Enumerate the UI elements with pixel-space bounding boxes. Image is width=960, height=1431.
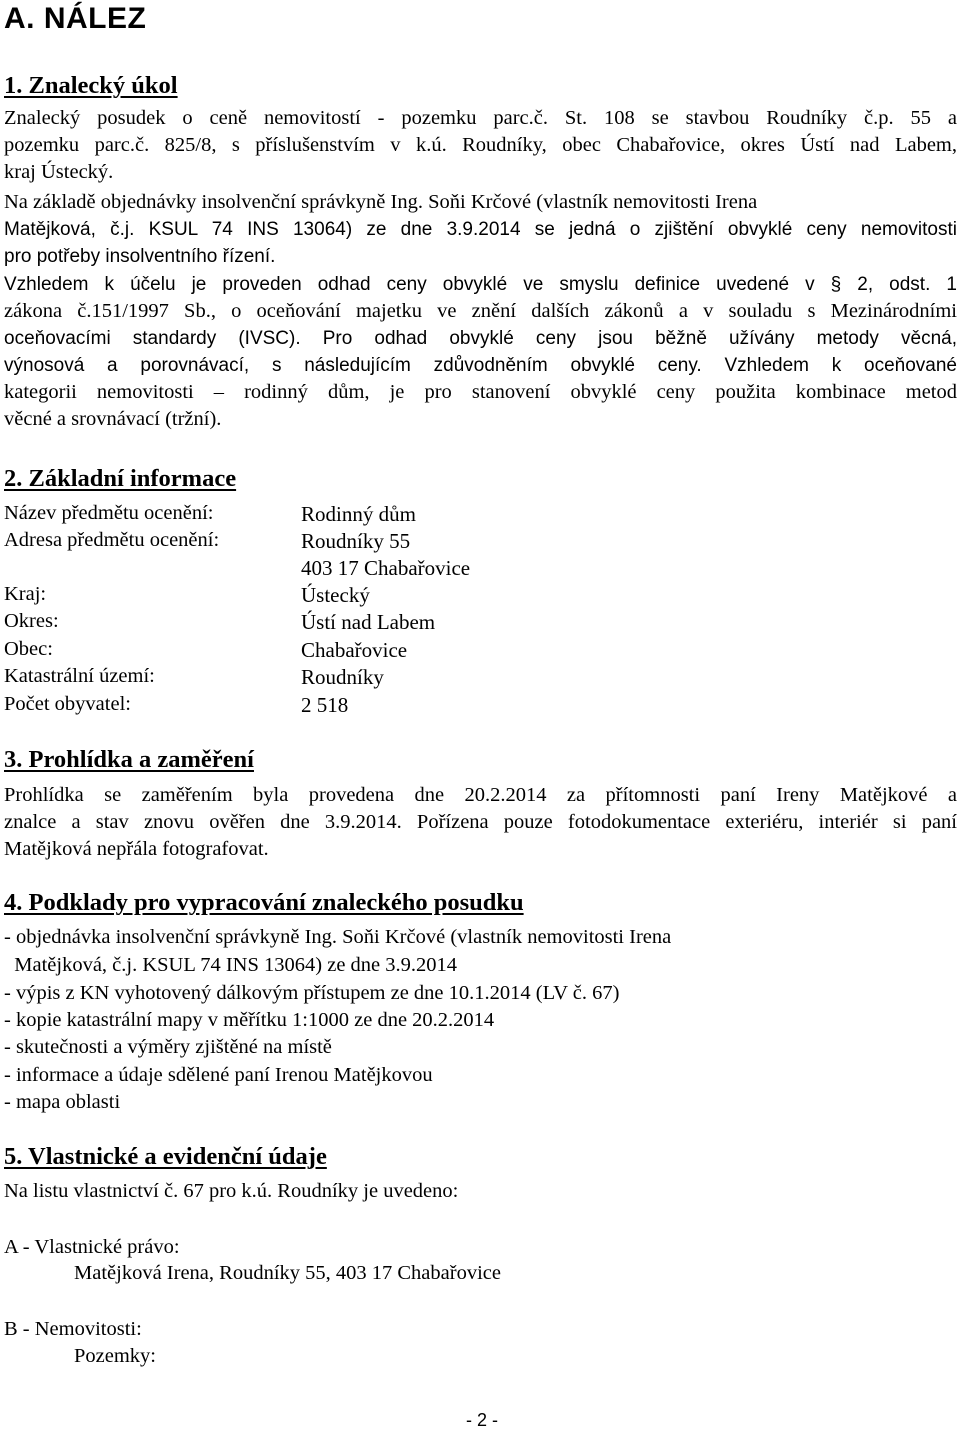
section-1-line: Matějková, č.j. KSUL 74 INS 13064) ze dne 3.9.2014 se jedná o zjištění obvyklé ceny nemovitosti [4, 219, 957, 241]
section-3-line: Prohlídka se zaměřením byla provedena dne 20.2.2014 za přítomnosti paní Ireny Matějkové a [4, 784, 957, 806]
section-1-line: kategorii nemovitosti – rodinný dům, je pro stanovení obvyklé ceny použita kombinace metod [4, 380, 957, 403]
ownership-a-label: A - Vlastnické právo: [4, 1236, 180, 1258]
info-value: 2 518 [301, 693, 349, 717]
ownership-b-sub: Pozemky: [74, 1345, 156, 1367]
info-label: Obec: [4, 638, 53, 660]
section-1-line: zákona č.151/1997 Sb., o oceňování majetku ve znění dalších zákonů a v souladu s Mezinárodními [4, 299, 957, 322]
list-item: - informace a údaje sdělené paní Irenou Matějkovou [4, 1064, 433, 1086]
section-1-title: 1. Znalecký úkol [4, 72, 178, 99]
section-1-line: pro potřeby insolventního řízení. [4, 246, 276, 268]
section-3-body [4, 782, 957, 863]
section-1-line: Na základě objednávky insolvenční správkyně Ing. Soňi Krčové (vlastník nemovitosti Irena [4, 191, 758, 214]
info-label: Katastrální území: [4, 665, 155, 687]
section-1-line: věcné a srovnávací (tržní). [4, 408, 222, 431]
list-item: Matějková, č.j. KSUL 74 INS 13064) ze dne 3.9.2014 [4, 954, 458, 976]
list-item: - kopie katastrální mapy v měřítku 1:1000 ze dne 20.2.2014 [4, 1009, 495, 1031]
ownership-b-label: B - Nemovitosti: [4, 1318, 142, 1340]
list-item: - výpis z KN vyhotovený dálkovým přístupem ze dne 10.1.2014 (LV č. 67) [4, 982, 620, 1004]
info-label: Název předmětu ocenění: [4, 502, 214, 524]
info-label: Adresa předmětu ocenění: [4, 529, 220, 551]
section-1-line: pozemku parc.č. 825/8, s příslušenstvím v k.ú. Roudníky, obec Chabařovice, okres Ústí nad Labem, [4, 134, 957, 157]
section-2-title: 2. Základní informace [4, 465, 237, 492]
section-3-line: Matějková nepřála fotografovat. [4, 838, 269, 861]
info-value: Ústecký [301, 583, 370, 607]
info-value: Rodinný dům [301, 502, 416, 526]
document-heading: A. NÁLEZ [4, 2, 147, 35]
section-1-body [4, 105, 957, 433]
section-1-line: Vzhledem k účelu je proveden odhad ceny obvyklé ve smyslu definice uvedené v § 2, odst. 1 [4, 273, 957, 295]
ownership-a-value: Matějková Irena, Roudníky 55, 403 17 Chabařovice [74, 1262, 501, 1284]
info-label: Počet obyvatel: [4, 693, 131, 715]
section-1-line: oceňovacími standardy (IVSC). Pro odhad obvyklé ceny jsou běžně užívány metody věcná, [4, 327, 957, 349]
section-1-line: výnosová a porovnávací, s následujícím zdůvodněním obvyklé ceny. Vzhledem k oceňované [4, 354, 957, 376]
section-1-line: kraj Ústecký. [4, 161, 114, 184]
info-label: Kraj: [4, 583, 47, 605]
info-value: Roudníky 55 [301, 529, 411, 553]
info-label: Okres: [4, 610, 59, 632]
info-value: Chabařovice [301, 638, 408, 662]
info-value: Ústí nad Labem [301, 610, 436, 634]
section-3-title: 3. Prohlídka a zaměření [4, 746, 254, 773]
section-3-line: znalce a stav znovu ověřen dne 3.9.2014. Pořízena pouze fotodokumentace exteriéru, interiér si paní [4, 811, 957, 834]
section-1-line: Znalecký posudek o ceně nemovitostí - pozemku parc.č. St. 108 se stavbou Roudníky č.p. 55 a [4, 107, 957, 129]
list-item: - skutečnosti a výměry zjištěné na místě [4, 1036, 332, 1058]
list-item: - objednávka insolvenční správkyně Ing. Soňi Krčové (vlastník nemovitosti Irena [4, 926, 672, 948]
info-value: 403 17 Chabařovice [301, 556, 471, 580]
page-number: - 2 - [466, 1410, 499, 1430]
list-item: - mapa oblasti [4, 1091, 121, 1113]
info-value: Roudníky [301, 665, 384, 689]
section-4-title: 4. Podklady pro vypracování znaleckého posudku [4, 889, 524, 916]
ownership-intro: Na listu vlastnictví č. 67 pro k.ú. Roudníky je uvedeno: [4, 1180, 459, 1202]
section-5-title: 5. Vlastnické a evidenční údaje [4, 1143, 327, 1170]
